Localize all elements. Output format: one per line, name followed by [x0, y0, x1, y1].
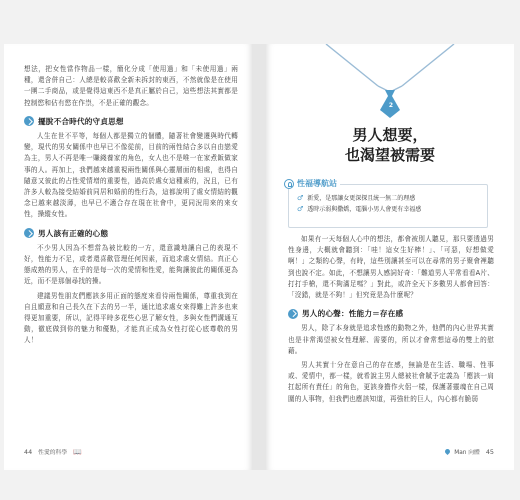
person-icon	[284, 179, 294, 189]
left-heading-2	[24, 228, 238, 239]
left-heading-2-text: 男人該有正確的心態	[38, 228, 109, 238]
left-section2-paragraph-2: 建議男性朋友們應該多用正面的態度來看待兩性關係，尊重我到在自且願意和自己長久在下去的另一半，通比追求處女來得難上許多也來得更加重要，所以，記得平時多花些心思了解女性，多與女性們溝通互動，徹底做到你的魅力和優點，才能真正成為女性打從心底尊敬的男人！	[24, 291, 238, 345]
right-page-body	[288, 234, 494, 408]
tips-item	[297, 193, 481, 204]
right-heading-1	[288, 308, 494, 319]
arrow-bullet-icon	[24, 228, 34, 238]
tips-box-tag	[281, 178, 340, 189]
right-page	[266, 44, 514, 470]
left-section1-paragraph: 人生在世不平等，每個人都是獨立的個體，隨著社會變遷與時代轉變，現代的男女關係中也早已不像從前，目前的兩性結合多以自由戀愛為主，男人不再是唯一賺錢養家的角色，女人也不是唯一在家煮飯做家事的人。再加上，我們越來越重視兩性關係與心靈層面的相處，也得自隨意又彼此的占性愛情增的重要性，過高於處女這種素的，況且，已有許多人較為接受結婚前同居和婚前的性行為，這都說明了處女情結的觀念已越來越淡薄，也早已不適合存在現在社會中，更同況用來的來女性，操縱女性。	[24, 132, 238, 219]
left-page-body	[24, 64, 238, 350]
right-page-number: 45	[485, 447, 494, 456]
right-heading-1-text: 男人的心聲：性能力＝存在感	[302, 309, 404, 319]
chapter-title-line-1: 男人想要，	[352, 126, 428, 144]
male-symbol-icon: ♂	[297, 194, 304, 202]
pin-icon	[444, 448, 451, 455]
book-title: 性愛的科學	[38, 450, 68, 456]
left-page	[4, 44, 252, 470]
chapter-number: 2	[388, 102, 394, 109]
male-symbol-icon: ♂	[297, 205, 304, 213]
tips-box	[288, 179, 488, 228]
left-heading-1	[24, 116, 238, 127]
left-section2-paragraph-1: 不少男人因為不想當為被比較的一方，還意識地讓自己的表現不好，性能力不足，或者還喜歡管理任何因素，而追求處女情結。真正心態成熟的男人，在乎的是每一次的愛情和性愛，能夠讓彼此的關係更為近，而不是那個尋找的操。	[24, 243, 238, 286]
arrow-bullet-icon	[24, 116, 34, 126]
tips-item	[297, 204, 481, 215]
right-section1-paragraph: 如果有一天每個人心中的想法，都會被別人聽見，那只要透過男性身邊，大概就會聽到：「哇！這女生好棒！」、「可惡，好想做愛啊！」之類的心聲，有時，這些別讓甚至可以在尋常的男子聚會裡聽到也說不定。如此，不想讓男人感詞好奇：「難道男人平常看看A片、打打手槍，還不夠滿足嗎？」對此，或許全天下多數男人都會回答：「沒錯，就是不夠！」但究竟是為什麼呢？	[288, 235, 494, 300]
left-page-number: 44	[24, 447, 33, 456]
right-section2-paragraph-2: 男人其實十分在意自己的存在感，無論是在生活、職場、性事或、愛情中，都一樣，就希說主男人總被社會賦予定義為「應該一肩扛起所有責任」的角色，更該身擔作火侶一樣，保護著靈魂在自己周圍的人事物，但我們也應該知道，再強壯的巨人，內心都有脆弱	[288, 361, 494, 403]
section-label: Man 向體	[454, 450, 480, 456]
right-footer	[445, 447, 494, 456]
chapter-title-line-2: 也渴望被需要	[344, 146, 435, 164]
tips-item-text: 新愛，是那讓女更深探且統一無二的理感	[307, 195, 416, 202]
book-icon: 📖	[73, 447, 82, 456]
tips-item-text: 透時示弱與撒嬌，電腦小男人會更有幸福感	[307, 206, 422, 213]
tips-box-tag-text: 性福導航站	[297, 179, 337, 188]
right-section2-paragraph-1: 男人，除了本身就是追求性感的動物之外，他們的內心世界其實也是非常渴望被女性理解、需要的，所以才會常想這尋的雙上的慰藉。	[288, 324, 494, 355]
tie-graphic	[266, 44, 514, 114]
left-intro-paragraph: 想法，把女性當作物品一樣，簡化分成「使用過」和「未使用過」兩種，還含併自己：人總是較喜歡全新未拆封的東西，不然就像是在使用一團二手商品，或是覺得這東西不是真正屬於自己，這些想法其實都是控制慾和佔有慾在作祟，不是正確的觀念。	[24, 65, 238, 107]
left-footer	[24, 447, 82, 456]
book-gutter	[252, 44, 266, 470]
left-heading-1-text: 擺脫不合時代的守貞思想	[38, 116, 124, 126]
arrow-bullet-icon	[288, 309, 298, 319]
